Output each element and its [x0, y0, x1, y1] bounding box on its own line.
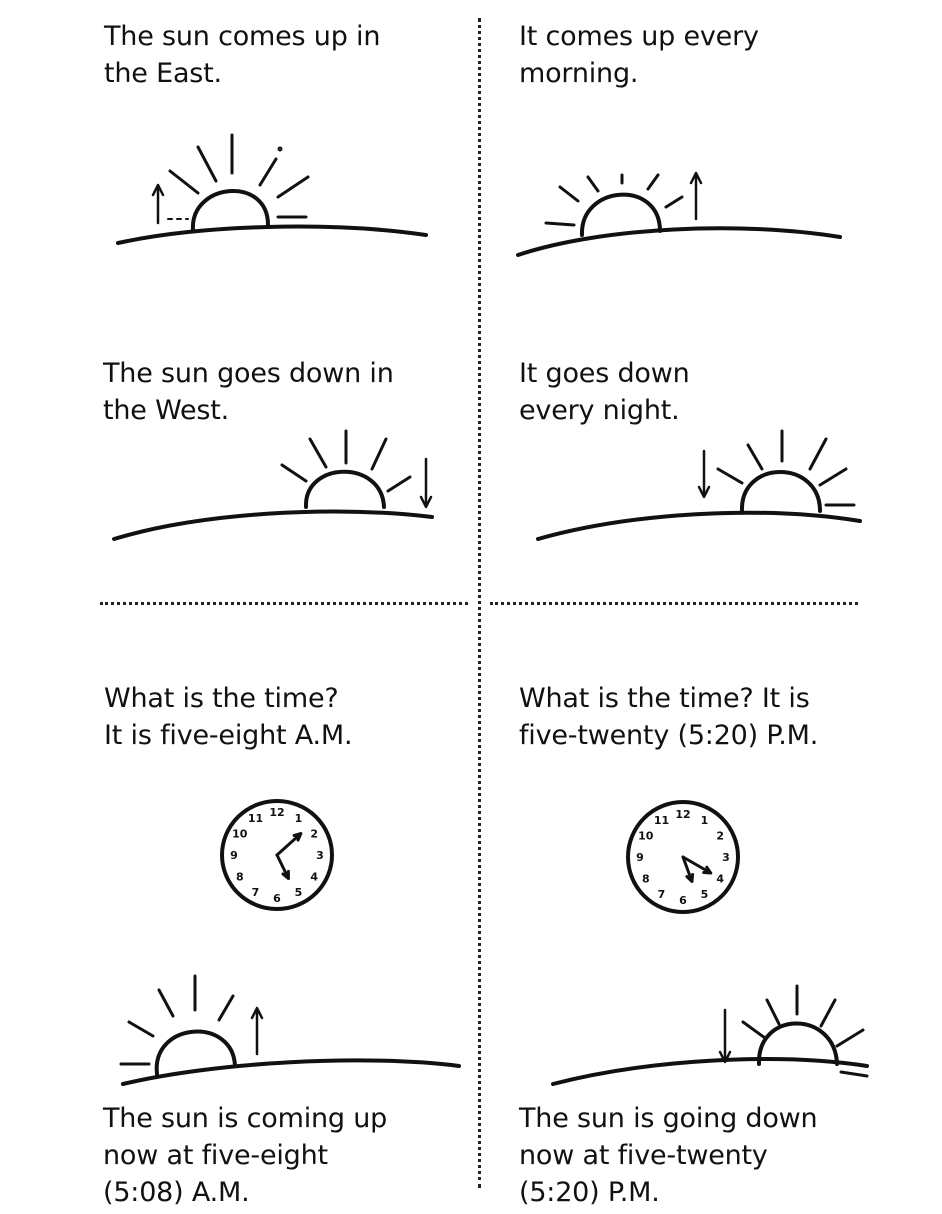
clock-numeral: 8 — [641, 872, 650, 886]
panel-morning-line2: morning. — [519, 58, 639, 89]
clock-numeral: 6 — [273, 892, 281, 905]
clock-numeral: 7 — [251, 886, 260, 900]
panel-west-line1: The sun goes down in — [103, 358, 394, 389]
sunrise-coming-up-illustration — [115, 970, 465, 1090]
clock-numeral: 8 — [235, 870, 244, 884]
horizontal-dotted-divider-left — [100, 602, 468, 605]
clock-am-icon — [218, 797, 336, 913]
panel-coming-up-line1: The sun is coming up — [103, 1103, 388, 1134]
clock-pm-icon — [624, 799, 742, 915]
horizontal-dotted-divider-right — [490, 602, 858, 605]
clock-numeral: 11 — [653, 813, 670, 827]
panel-night-line1: It goes down — [519, 358, 690, 389]
clock-numeral: 9 — [230, 849, 238, 862]
sunset-night-illustration — [530, 425, 870, 545]
vertical-dotted-divider — [478, 18, 481, 1188]
panel-night-text — [519, 355, 690, 429]
clock-numeral: 5 — [700, 888, 709, 902]
panel-time-pm-line2: five-twenty (5:20) P.M. — [519, 720, 819, 751]
panel-time-am-line1: What is the time? — [104, 683, 339, 714]
clock-numeral: 12 — [675, 808, 691, 821]
panel-going-down-line1: The sun is going down — [519, 1103, 818, 1134]
clock-numeral: 10 — [638, 829, 654, 843]
panel-morning-text — [519, 18, 759, 92]
panel-night-line2: every night. — [519, 395, 680, 426]
panel-east-line1: The sun comes up in — [104, 21, 381, 52]
panel-east-text — [104, 18, 380, 92]
panel-morning-line1: It comes up every — [519, 21, 759, 52]
clock-numeral: 10 — [232, 827, 248, 841]
panel-west-line2: the West. — [103, 395, 230, 426]
clock-numeral: 12 — [269, 806, 285, 819]
clock-numeral: 9 — [636, 851, 644, 864]
panel-coming-up-text — [103, 1100, 387, 1211]
sunrise-east-illustration — [110, 125, 440, 255]
clock-numeral: 7 — [657, 888, 666, 902]
panel-time-pm-text — [519, 680, 818, 754]
clock-numeral: 1 — [294, 811, 303, 825]
panel-going-down-text — [519, 1100, 817, 1211]
panel-going-down-line2: now at five-twenty — [519, 1140, 768, 1171]
clock-numeral: 2 — [310, 827, 319, 841]
panel-time-am-line2: It is five-eight A.M. — [104, 720, 353, 751]
clock-numeral: 2 — [716, 829, 725, 843]
clock-numeral: 3 — [316, 849, 324, 862]
panel-west-text — [103, 355, 394, 429]
panel-time-pm-line1: What is the time? It is — [519, 683, 810, 714]
sunset-going-down-illustration — [545, 980, 875, 1090]
clock-numeral: 4 — [716, 872, 725, 886]
clock-numeral: 11 — [247, 811, 264, 825]
clock-minute-hand — [277, 834, 301, 855]
panel-coming-up-line3: (5:08) A.M. — [103, 1177, 250, 1208]
sunrise-morning-illustration — [512, 165, 852, 265]
sunset-west-illustration — [110, 425, 440, 545]
clock-numeral: 3 — [722, 851, 730, 864]
clock-numeral: 5 — [294, 886, 303, 900]
clock-numeral: 4 — [310, 870, 319, 884]
clock-numeral: 1 — [700, 813, 709, 827]
clock-numeral: 6 — [679, 894, 687, 907]
panel-going-down-line3: (5:20) P.M. — [519, 1177, 660, 1208]
panel-coming-up-line2: now at five-eight — [103, 1140, 328, 1171]
panel-east-line2: the East. — [104, 58, 222, 89]
panel-time-am-text — [104, 680, 352, 754]
